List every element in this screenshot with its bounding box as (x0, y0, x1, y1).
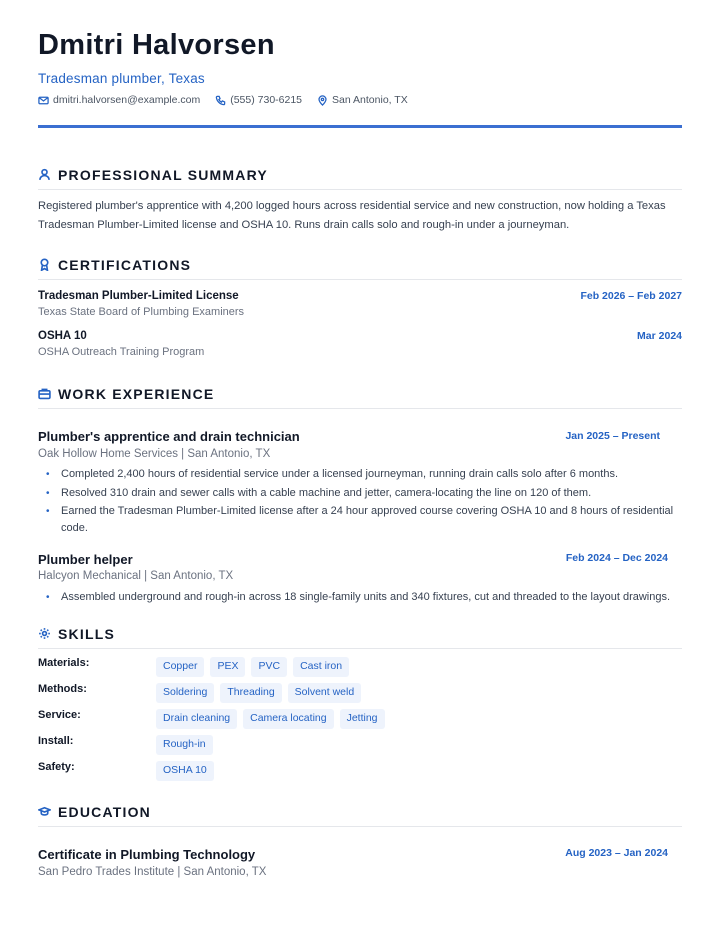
skill-tags (156, 657, 349, 677)
list-item: • Resolved 310 drain and sewer calls with a cable machine and jetter, camera-locating the line on 120 of them. (38, 485, 684, 502)
job-date: Feb 2024 – Dec 2024 (565, 552, 668, 564)
section-header-education (38, 804, 682, 827)
contact-email[interactable] (38, 94, 200, 106)
section-title: EDUCATION (58, 804, 151, 820)
location-pin-icon (317, 95, 328, 106)
cert-issuer: OSHA Outreach Training Program (38, 346, 205, 358)
summary-text: Registered plumber's apprentice with 4,200 logged hours across residential service and new construction, now holding a Texas Tradesman Plumber-Limited license and OSHA 10. Runs drain calls solo and rough-in under a journeyman. (38, 200, 666, 231)
phone-icon (215, 95, 226, 106)
job-date: Jan 2025 – Present (565, 430, 660, 442)
cert-issuer: Texas State Board of Plumbing Examiners (38, 306, 245, 318)
skill-tag: Cast iron (293, 657, 349, 677)
job-title: Plumber helper (38, 552, 133, 567)
job-bullets (38, 589, 684, 608)
cert-name: OSHA 10 (38, 330, 87, 342)
skill-tag: Threading (220, 683, 281, 703)
section-header-summary (38, 167, 682, 190)
skill-tags (156, 683, 361, 703)
cert-name: Tradesman Plumber-Limited License (38, 290, 239, 302)
skill-row-materials (38, 657, 682, 679)
list-item: • Completed 2,400 hours of residential service under a licensed journeyman, running drain calls solo after 6 months. (38, 466, 684, 483)
skill-label: Service: (38, 709, 81, 721)
skill-label: Materials: (38, 657, 90, 669)
contact-location (317, 94, 408, 106)
location-text: San Antonio, TX (332, 94, 408, 106)
education-org: San Pedro Trades Institute | San Antonio, TX (38, 866, 267, 878)
person-icon (38, 168, 51, 181)
section-header-certifications (38, 257, 682, 280)
award-ribbon-icon (38, 258, 51, 271)
skill-label: Safety: (38, 761, 75, 773)
skill-row-service (38, 709, 682, 731)
job-org: Oak Hollow Home Services | San Antonio, TX (38, 448, 271, 460)
skill-tag: Jetting (340, 709, 385, 729)
skill-tag: Soldering (156, 683, 214, 703)
gear-icon (38, 627, 51, 640)
phone-text[interactable]: (555) 730-6215 (230, 94, 303, 106)
skill-tag: PVC (251, 657, 287, 677)
email-text[interactable]: dmitri.halvorsen@example.com (53, 94, 201, 106)
section-title: CERTIFICATIONS (58, 257, 192, 273)
section-title: SKILLS (58, 626, 115, 642)
skill-tags (156, 709, 385, 729)
skill-tag: Rough-in (156, 735, 213, 755)
skill-tags (156, 761, 214, 781)
mail-icon (38, 95, 49, 106)
cert-date: Feb 2026 – Feb 2027 (580, 290, 682, 302)
job-bullets (38, 466, 684, 539)
candidate-subtitle: Tradesman plumber, Texas (38, 71, 205, 86)
section-header-experience (38, 386, 682, 409)
skill-tag: Solvent weld (288, 683, 362, 703)
section-title: PROFESSIONAL SUMMARY (58, 167, 268, 183)
cert-date: Mar 2024 (637, 330, 682, 342)
skill-row-safety (38, 761, 682, 783)
skill-row-methods (38, 683, 682, 705)
list-item: • Assembled underground and rough-in across 18 single-family units and 340 fixtures, cut and threaded to the layout drawings. (38, 589, 684, 606)
skill-tag: Drain cleaning (156, 709, 237, 729)
header-divider (38, 125, 682, 128)
job-org: Halcyon Mechanical | San Antonio, TX (38, 570, 234, 582)
education-date: Aug 2023 – Jan 2024 (565, 847, 668, 859)
candidate-name: Dmitri Halvorsen (38, 29, 275, 61)
list-item: • Earned the Tradesman Plumber-Limited license after a 24 hour approved course covering OSHA 10 and 8 hours of residential code. (38, 503, 684, 537)
skill-tag: Copper (156, 657, 204, 677)
skill-tag: Camera locating (243, 709, 333, 729)
skill-tag: PEX (210, 657, 245, 677)
job-title: Plumber's apprentice and drain technician (38, 429, 300, 444)
skill-tag: OSHA 10 (156, 761, 214, 781)
contact-bar (38, 94, 408, 106)
education-title: Certificate in Plumbing Technology (38, 847, 256, 862)
graduation-cap-icon (38, 805, 51, 818)
skill-row-install (38, 735, 682, 757)
section-header-skills (38, 626, 682, 649)
briefcase-icon (38, 387, 51, 400)
contact-phone[interactable] (215, 94, 302, 106)
skill-label: Methods: (38, 683, 87, 695)
section-title: WORK EXPERIENCE (58, 386, 215, 402)
skill-tags (156, 735, 213, 755)
skill-label: Install: (38, 735, 74, 747)
